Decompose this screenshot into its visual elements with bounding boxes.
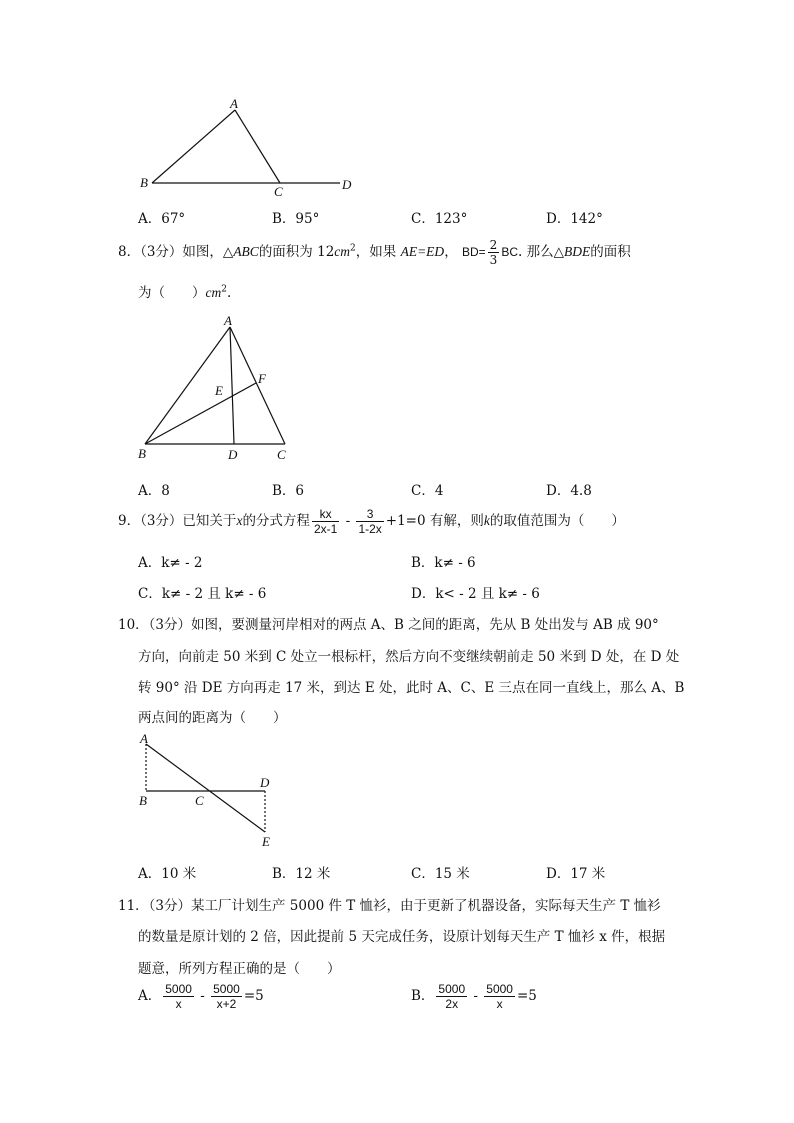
q9-stem: 9．（3分）已知关于x的分式方程 $\frac{kx}{2x-1}$ - $\frac{3}{1-2x}$ +1=0 有解，则k的取值范围为（ ）	[118, 507, 625, 536]
q10-option-a[interactable]: A．10 米	[138, 866, 197, 882]
label-c: C	[195, 793, 204, 808]
q11-stem-line2: 的数量是原计划的 2 倍，因此提前 5 天完成任务，设原计划每天生产 T 恤衫 x 件，根据	[138, 929, 666, 945]
q10-stem-line4: 两点间的距离为（ ）	[138, 710, 287, 726]
q10-stem-line2: 方向，向前走 50 米到 C 处立一根标杆，然后方向不变继续朝前走 50 米到 D 处，在 D 处	[138, 649, 680, 665]
label-a: A	[140, 731, 148, 746]
fraction-5000-2x: $\frac{5000}{2x}$	[438, 982, 466, 1011]
label-a: A	[230, 96, 238, 111]
label-b: B	[139, 793, 147, 808]
q10-option-c[interactable]: C．15 米	[411, 866, 470, 882]
segment-bf	[145, 383, 256, 444]
q11-option-b[interactable]: B． $\frac{5000}{2x}$ - $\frac{5000}{x}$ =5	[411, 982, 537, 1011]
label-a: A	[224, 313, 232, 328]
figure-q7	[130, 95, 370, 200]
q10-option-d[interactable]: D．17 米	[546, 866, 606, 882]
fraction-5000-x: $\frac{5000}{x}$	[165, 982, 192, 1011]
fraction-two-thirds: $\frac{2}{3}$	[489, 238, 498, 267]
q11-option-a[interactable]: A． $\frac{5000}{x}$ - $\frac{5000}{x+2}$ =5	[138, 982, 264, 1011]
label-e: E	[262, 834, 270, 849]
q10-stem-line1: 10．（3分）如图，要测量河岸相对的两点 A、B 之间的距离，先从 B 处出发与 AB 成 90°	[118, 617, 659, 633]
segment-ad	[230, 327, 234, 444]
q7-option-b[interactable]: B．95°	[272, 211, 320, 227]
label-c: C	[277, 447, 286, 462]
q9-option-a[interactable]: A．k≠ - 2	[138, 555, 203, 571]
label-e: E	[215, 383, 223, 398]
segment-ae	[146, 744, 265, 832]
q10-option-b[interactable]: B．12 米	[272, 866, 331, 882]
label-b: B	[138, 446, 146, 461]
q11-stem-line3: 题意，所列方程正确的是（ ）	[138, 961, 341, 977]
q8-option-d[interactable]: D．4.8	[546, 483, 592, 499]
q9-option-d[interactable]: D．k< - 2 且 k≠ - 6	[411, 586, 540, 602]
segment-ab	[152, 110, 235, 183]
label-d: D	[228, 447, 238, 462]
q10-stem-line3: 转 90° 沿 DE 方向再走 17 米，到达 E 处，此时 A、C、E 三点在同一直线上，那么 A、B	[138, 680, 685, 696]
label-b: B	[140, 175, 148, 190]
q8-option-a[interactable]: A．8	[138, 483, 170, 499]
fraction-5000-x-plus-2: $\frac{5000}{x+2}$	[213, 982, 240, 1011]
q8-option-b[interactable]: B．6	[272, 483, 305, 499]
q7-option-c[interactable]: C．123°	[411, 211, 468, 227]
segment-ac	[235, 110, 280, 183]
label-d: D	[260, 775, 270, 790]
figure-q8	[130, 310, 310, 465]
q7-option-a[interactable]: A．67°	[138, 211, 186, 227]
fraction-kx: $\frac{kx}{2x-1}$	[313, 507, 338, 536]
fraction-5000-x-b: $\frac{5000}{x}$	[486, 982, 513, 1011]
label-c: C	[274, 184, 283, 199]
q9-option-b[interactable]: B．k≠ - 6	[411, 555, 476, 571]
q8-stem-line1: 8．（3分）如图，△ABC的面积为 $12cm^2$，如果 AE=ED， BD= $\frac{2}{3}$ BC. 那么△BDE的面积	[118, 238, 631, 267]
q11-stem-line1: 11．（3分）某工厂计划生产 5000 件 T 恤衫，由于更新了机器设备，实际每天生产 T 恤衫	[118, 898, 661, 914]
fraction-3: $\frac{3}{1-2x}$	[358, 507, 382, 536]
label-d: D	[342, 177, 352, 192]
figure-q10	[130, 728, 290, 853]
q7-option-d[interactable]: D．142°	[546, 211, 603, 227]
label-f: F	[258, 371, 266, 386]
q8-option-c[interactable]: C．4	[411, 483, 444, 499]
q9-option-c[interactable]: C．k≠ - 2 且 k≠ - 6	[138, 586, 267, 602]
q8-stem-line2: 为（ ）$cm^2$.	[138, 284, 232, 301]
